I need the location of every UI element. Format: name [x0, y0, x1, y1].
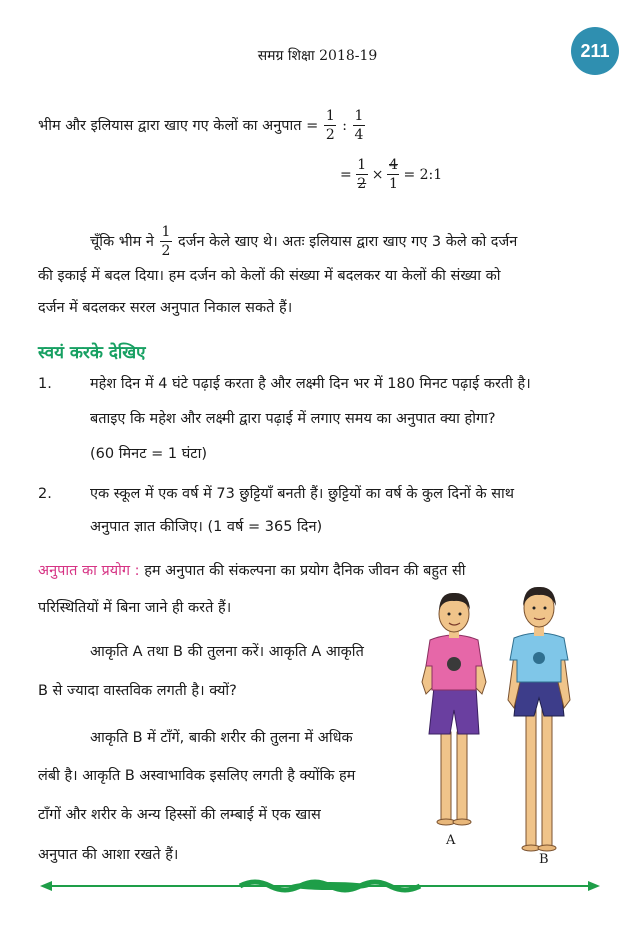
- fraction-quarter: [353, 108, 365, 143]
- ratio-colon: :: [342, 117, 347, 134]
- item-1-number: 1.: [38, 376, 52, 392]
- para1-text-b: दर्जन केले खाए थे। अतः इलियास द्वारा खाए गए 3 केले को दर्जन: [178, 233, 518, 250]
- boy-a-figure: [422, 593, 486, 825]
- item-2-number: 2.: [38, 486, 52, 502]
- boys-illustration: [410, 582, 610, 872]
- item-1-line3: (60 मिनट = 1 घंटा): [90, 446, 207, 462]
- item-2-line2: अनुपात ज्ञात कीजिए। (1 वर्ष = 365 दिन): [90, 519, 323, 535]
- decorative-divider: [40, 876, 600, 896]
- fraction-numerator: 4: [389, 157, 398, 173]
- boy-b-figure: [508, 587, 570, 851]
- fraction-denominator: 2: [161, 243, 171, 259]
- calc-fraction-2: [387, 157, 399, 192]
- equals-sign: =: [340, 166, 352, 183]
- ratio-line: [38, 108, 365, 143]
- running-header: समग्र शिक्षा 2018-19: [257, 48, 378, 64]
- calc-fraction-1: [356, 157, 368, 192]
- explanation-line4: अनुपात की आशा रखते हैं।: [38, 847, 179, 863]
- fraction-numerator: 1: [357, 157, 367, 173]
- times-sign: ×: [371, 166, 384, 183]
- calculation-line: [340, 157, 442, 192]
- fraction-half-inline: [160, 224, 172, 259]
- fraction-numerator: 1: [161, 224, 171, 240]
- fraction-half: [324, 108, 336, 143]
- comparison-line2: B से ज्यादा वास्तविक लगती है। क्यों?: [38, 683, 237, 699]
- calc-result: = 2:1: [403, 166, 443, 183]
- explanation-line3: टाँगों और शरीर के अन्य हिस्सों की लम्बाई में एक खास: [38, 807, 321, 823]
- item-1-line2: बताइए कि महेश और लक्ष्मी द्वारा पढ़ाई में लगाए समय का अनुपात क्या होगा?: [90, 411, 496, 427]
- para1-line2: की इकाई में बदल दिया। हम दर्जन को केलों की संख्या में बदलकर या केलों की संख्या को: [38, 268, 501, 284]
- explanation-line1: आकृति B में टाँगें, बाकी शरीर की तुलना में अधिक: [90, 730, 353, 746]
- usage-line1-text: हम अनुपात की संकल्पना का प्रयोग दैनिक जीवन की बहुत सी: [144, 563, 466, 579]
- comparison-line1: आकृति A तथा B की तुलना करें। आकृति A आकृति: [90, 644, 364, 660]
- fraction-denominator: 4: [354, 127, 364, 143]
- fraction-denominator: 2: [325, 127, 335, 143]
- page-number-badge: 211: [571, 27, 619, 75]
- fraction-denominator: 2: [357, 176, 367, 192]
- ratio-line-text: भीम और इलियास द्वारा खाए गए केलों का अनुपात =: [38, 117, 319, 134]
- fraction-denominator: 1: [389, 176, 398, 192]
- para1-line1: [90, 224, 517, 259]
- item-1-line1: महेश दिन में 4 घंटे पढ़ाई करता है और लक्ष्मी दिन भर में 180 मिनट पढ़ाई करती है।: [90, 376, 531, 392]
- item-2-line1: एक स्कूल में एक वर्ष में 73 छुट्टियाँ बनती हैं। छुट्टियों का वर्ष के कुल दिनों के साथ: [90, 486, 515, 502]
- figure-label-a: A: [446, 833, 456, 848]
- figure-label-b: B: [539, 852, 549, 867]
- usage-line2: परिस्थितियों में बिना जाने ही करते हैं।: [38, 600, 232, 616]
- fraction-numerator: 1: [325, 108, 335, 124]
- para1-line3: दर्जन में बदलकर सरल अनुपात निकाल सकते हैं।: [38, 300, 293, 316]
- fraction-numerator: 1: [354, 108, 364, 124]
- usage-line1: [38, 561, 466, 581]
- usage-label: अनुपात का प्रयोग :: [38, 563, 140, 579]
- section-heading: स्वयं करके देखिए: [38, 343, 146, 363]
- explanation-line2: लंबी है। आकृति B अस्वाभाविक इसलिए लगती है क्योंकि हम: [38, 768, 356, 784]
- para1-text-a: चूँकि भीम ने: [90, 233, 154, 250]
